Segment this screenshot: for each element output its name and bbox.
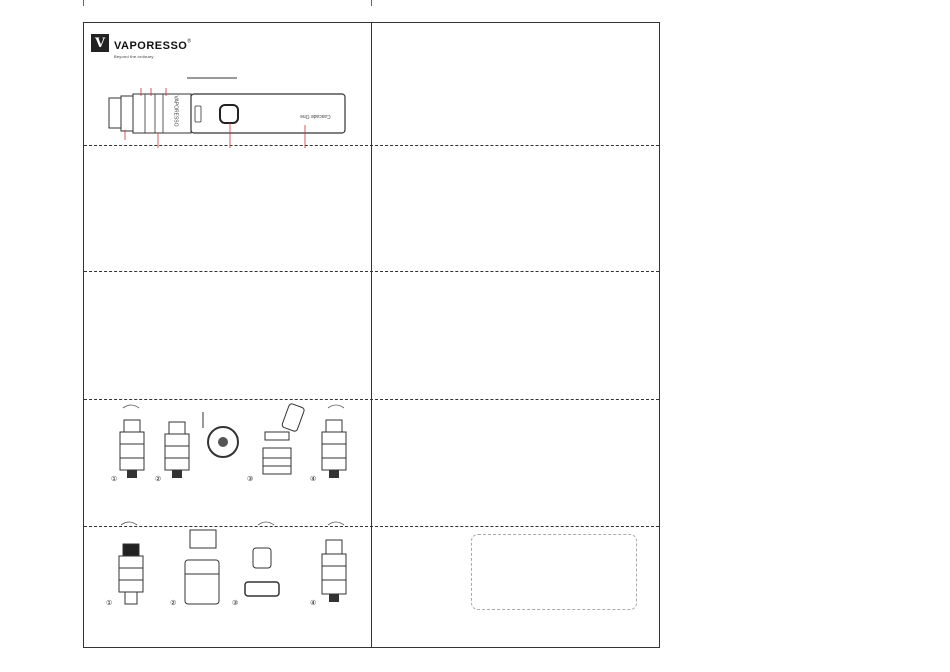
brand-tagline: Beyond the ordinary xyxy=(114,54,154,59)
step-number: ① xyxy=(111,476,118,483)
warranty-box xyxy=(471,534,637,610)
drip-tip xyxy=(109,98,121,128)
steps-row-2-diagram xyxy=(105,520,355,615)
step-number: ③ xyxy=(232,600,239,607)
step-number: ② xyxy=(170,600,177,607)
steps-row-1-diagram xyxy=(105,400,355,495)
step-number: ③ xyxy=(247,476,254,483)
port-label: VAPORESSO xyxy=(172,95,179,127)
tank-body xyxy=(133,94,191,133)
top-cap xyxy=(121,96,133,131)
fold-line xyxy=(84,271,659,272)
step-number: ④ xyxy=(310,600,317,607)
brand-name: VAPORESSO xyxy=(114,40,188,52)
fire-button xyxy=(220,105,238,123)
center-fold-line xyxy=(371,22,372,648)
step-number: ① xyxy=(106,600,113,607)
usb-port xyxy=(195,106,201,122)
step-number: ② xyxy=(155,476,162,483)
crop-mark xyxy=(83,0,84,6)
step-number: ④ xyxy=(310,476,317,483)
trademark: ® xyxy=(187,38,192,45)
brand-logo-icon: V xyxy=(91,34,109,52)
brand-header xyxy=(114,36,191,59)
crop-mark xyxy=(371,0,372,6)
device-side-label: Cascade One xyxy=(300,113,331,119)
